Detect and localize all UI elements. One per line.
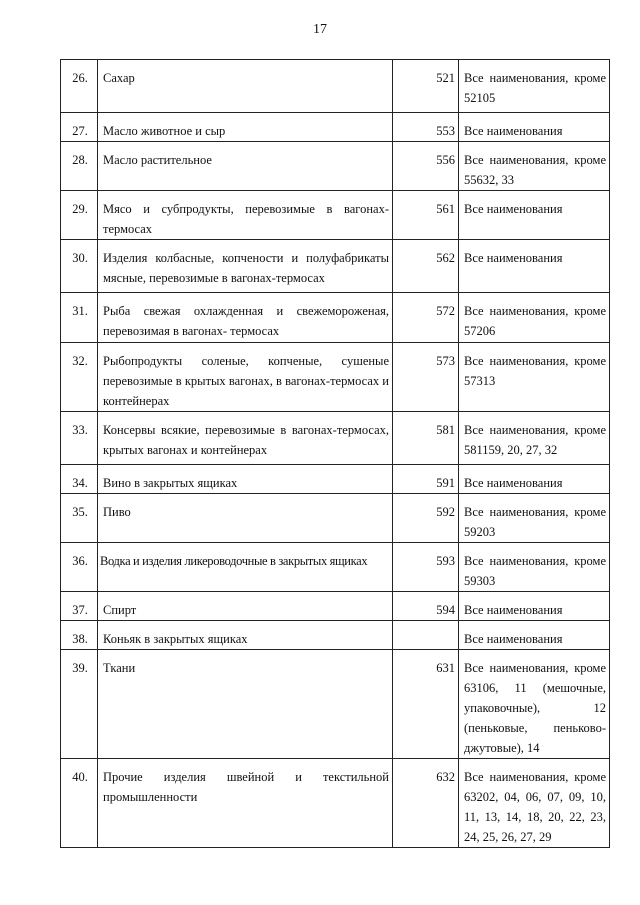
cargo-name: Спирт — [98, 592, 393, 621]
cargo-name: Рыба свежая охлажденная и свежемороженая, перевозимая в вагонах- термосах — [98, 293, 393, 343]
cargo-code — [393, 621, 459, 650]
cargo-code: 591 — [393, 465, 459, 494]
cargo-code: 561 — [393, 191, 459, 240]
cargo-name: Вино в закрытых ящиках — [98, 465, 393, 494]
cargo-code: 562 — [393, 240, 459, 293]
cargo-name: Коньяк в закрытых ящиках — [98, 621, 393, 650]
table-row — [61, 592, 610, 621]
cargo-note: Все наименования, кроме 57313 — [459, 343, 610, 412]
row-number: 35. — [61, 494, 98, 543]
goods-table — [60, 59, 610, 848]
row-number: 31. — [61, 293, 98, 343]
cargo-name: Прочие изделия швейной и текстильной промышленности — [98, 759, 393, 848]
cargo-note: Все наименования, кроме 63202, 04, 06, 07, 09, 10, 11, 13, 14, 18, 20, 22, 23, 24, 25, 26, 27, 29 — [459, 759, 610, 848]
row-number: 26. — [61, 60, 98, 113]
table-row — [61, 343, 610, 412]
cargo-note: Все наименования — [459, 592, 610, 621]
cargo-code: 556 — [393, 142, 459, 191]
cargo-code: 521 — [393, 60, 459, 113]
cargo-code: 592 — [393, 494, 459, 543]
cargo-name: Сахар — [98, 60, 393, 113]
cargo-code: 581 — [393, 412, 459, 465]
cargo-name: Изделия колбасные, копчености и полуфабрикаты мясные, перевозимые в вагонах-термосах — [98, 240, 393, 293]
table-row — [61, 465, 610, 494]
table-row — [61, 621, 610, 650]
cargo-note: Все наименования, кроме 581159, 20, 27, 32 — [459, 412, 610, 465]
cargo-name: Рыбопродукты соленые, копченые, сушеные перевозимые в крытых вагонах, в вагонах-термосах и контейнерах — [98, 343, 393, 412]
cargo-code: 572 — [393, 293, 459, 343]
row-number: 39. — [61, 650, 98, 759]
row-number: 30. — [61, 240, 98, 293]
cargo-code: 631 — [393, 650, 459, 759]
table-row — [61, 191, 610, 240]
row-number: 27. — [61, 113, 98, 142]
page-number: 17 — [313, 22, 327, 37]
cargo-name: Консервы всякие, перевозимые в вагонах-термосах, крытых вагонах и контейнерах — [98, 412, 393, 465]
cargo-note: Все наименования — [459, 113, 610, 142]
row-number: 38. — [61, 621, 98, 650]
row-number: 29. — [61, 191, 98, 240]
row-number: 36. — [61, 543, 98, 592]
cargo-code: 593 — [393, 543, 459, 592]
row-number: 28. — [61, 142, 98, 191]
row-number: 32. — [61, 343, 98, 412]
row-number: 40. — [61, 759, 98, 848]
table-row — [61, 293, 610, 343]
row-number: 33. — [61, 412, 98, 465]
table-row — [61, 60, 610, 113]
table-row — [61, 543, 610, 592]
table-row — [61, 494, 610, 543]
cargo-note: Все наименования — [459, 621, 610, 650]
table-row — [61, 240, 610, 293]
table-row — [61, 142, 610, 191]
cargo-note: Все наименования, кроме 55632, 33 — [459, 142, 610, 191]
row-number: 37. — [61, 592, 98, 621]
cargo-name: Ткани — [98, 650, 393, 759]
cargo-note: Все наименования — [459, 240, 610, 293]
cargo-code: 594 — [393, 592, 459, 621]
cargo-code: 553 — [393, 113, 459, 142]
table-row — [61, 113, 610, 142]
row-number: 34. — [61, 465, 98, 494]
cargo-name: Мясо и субпродукты, перевозимые в вагонах-термосах — [98, 191, 393, 240]
cargo-note: Все наименования, кроме 59303 — [459, 543, 610, 592]
table-row — [61, 650, 610, 759]
cargo-note: Все наименования, кроме 63106, 11 (мешочные, упаковочные), 12 (пеньковые, пеньково-джутовые), 14 — [459, 650, 610, 759]
table-row — [61, 759, 610, 848]
cargo-note: Все наименования, кроме 52105 — [459, 60, 610, 113]
cargo-note: Все наименования — [459, 465, 610, 494]
cargo-code: 573 — [393, 343, 459, 412]
table-row — [61, 412, 610, 465]
cargo-name: Масло животное и сыр — [98, 113, 393, 142]
cargo-note: Все наименования, кроме 59203 — [459, 494, 610, 543]
cargo-name: Водка и изделия ликероводочные в закрытых ящиках — [98, 543, 393, 592]
cargo-name: Масло растительное — [98, 142, 393, 191]
cargo-code: 632 — [393, 759, 459, 848]
cargo-name: Пиво — [98, 494, 393, 543]
cargo-note: Все наименования, кроме 57206 — [459, 293, 610, 343]
cargo-note: Все наименования — [459, 191, 610, 240]
